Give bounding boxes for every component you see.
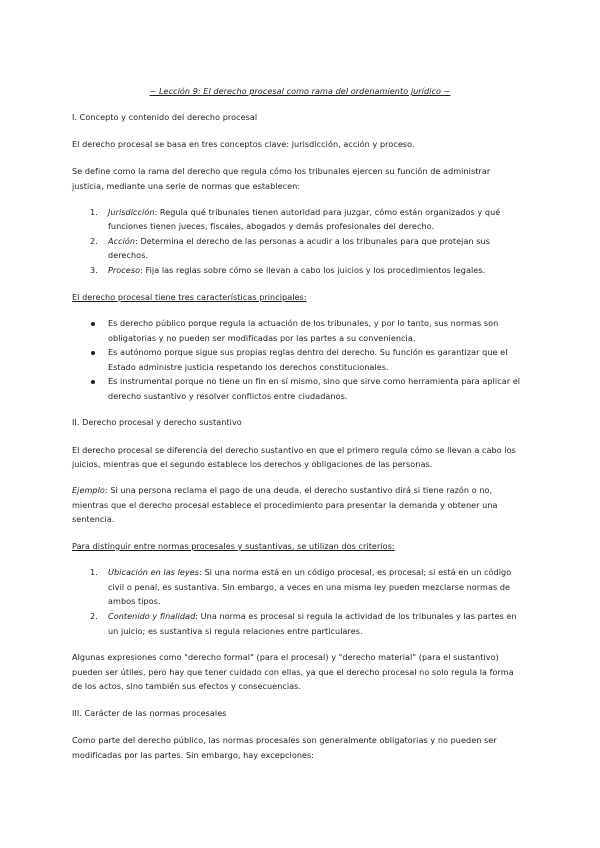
list-text: : Regula qué tribunales tienen autoridad para juzgar, cómo están organizados y qué: [154, 207, 501, 217]
page-title: ~ Lección 9: El derecho procesal como rama del ordenamiento jurídico ~: [149, 86, 451, 96]
list-term: Jurisdicción: [108, 207, 155, 217]
bullet-dot: [91, 322, 95, 326]
bullet-item-line: Es instrumental porque no tiene un fin en sí mismo, sino que sirve como herramienta para aplicar el: [108, 376, 521, 386]
example-term: Ejemplo: [72, 485, 105, 495]
paragraph-line: de los actos, sino también sus efectos y consecuencias.: [72, 681, 302, 691]
paragraph: El derecho procesal se basa en tres conceptos clave: jurisdicción, acción y proceso.: [72, 139, 415, 149]
list-text: : Una norma es procesal si regula la actividad de los tribunales y las partes en: [195, 611, 517, 621]
bullet-dot: [91, 380, 95, 384]
list-item: [108, 263, 485, 278]
section-1-heading: I. Concepto y contenido del derecho procesal: [72, 112, 258, 122]
list-item-line: funciones tienen jueces, fiscales, abogados y demás profesionales del derecho.: [108, 221, 435, 231]
bullet-item-line: Es autónomo porque sigue sus propias reglas dentro del derecho. Su función es garantizar que el: [108, 347, 508, 357]
list-item: [108, 234, 490, 249]
bullet-item-line: Es derecho público porque regula la actuación de los tribunales, y por lo tanto, sus normas son: [108, 318, 499, 328]
list-term: Contenido y finalidad: [108, 611, 196, 621]
list-term: Ubicación en las leyes: [108, 567, 200, 577]
paragraph-line: modificadas por las partes. Sin embargo, hay excepciones:: [72, 750, 315, 760]
bullet-item-line: obligatorias y no pueden ser modificadas por las partes a su conveniencia.: [108, 333, 416, 343]
bullet-dot: [91, 351, 95, 355]
paragraph-line: juicios, mientras que el segundo establece los derechos y obligaciones de las personas.: [72, 459, 433, 469]
list-number: 2.: [90, 236, 98, 246]
bullet-item-line: Estado administre justicia respetando los derechos constitucionales.: [108, 362, 389, 372]
list-text: : Fija las reglas sobre cómo se llevan a cabo los juicios y los procedimientos legales.: [140, 265, 486, 275]
list-number: 2.: [90, 611, 98, 621]
section-3-heading: III. Carácter de las normas procesales: [72, 708, 227, 718]
example-line: mientras que el derecho procesal establece el procedimiento para presentar la demanda y obtener una: [72, 500, 498, 510]
paragraph-line: El derecho procesal se diferencia del derecho sustantivo en que el primero regula cómo se llevan a cabo los: [72, 445, 516, 455]
subheading: Para distinguir entre normas procesales y sustantivas, se utilizan dos criterios:: [72, 541, 395, 551]
list-item-line: un juicio; es sustantiva si regula relaciones entre particulares.: [108, 626, 363, 636]
list-item-line: derechos.: [108, 250, 149, 260]
bullet-item-line: derecho sustantivo y resolver conflictos entre ciudadanos.: [108, 391, 348, 401]
list-number: 3.: [90, 265, 98, 275]
list-item: [108, 565, 511, 580]
list-item: [108, 205, 500, 220]
list-text: : Si una norma está en un código procesal, es procesal; si está en un código: [199, 567, 512, 577]
list-term: Acción: [108, 236, 136, 246]
paragraph-line: Algunas expresiones como "derecho formal" (para el procesal) y "derecho material" (para el sustantivo): [72, 652, 499, 662]
list-number: 1.: [90, 567, 98, 577]
example-line: sentencia.: [72, 514, 115, 524]
list-term: Proceso: [108, 265, 141, 275]
example-line: [72, 483, 492, 498]
subheading: El derecho procesal tiene tres características principales:: [72, 292, 307, 302]
list-text: : Determina el derecho de las personas a acudir a los tribunales para que protejan sus: [135, 236, 491, 246]
section-2-heading: II. Derecho procesal y derecho sustantivo: [72, 417, 242, 427]
list-item-line: civil o penal, es sustantiva. Sin embargo, a veces en una misma ley pueden mezclarse normas de: [108, 582, 511, 592]
paragraph-line: Se define como la rama del derecho que regula cómo los tribunales ejercen su función de administrar: [72, 166, 491, 176]
list-item-line: ambos tipos.: [108, 596, 161, 606]
example-text: : Si una persona reclama el pago de una deuda, el derecho sustantivo dirá si tiene razón o no,: [104, 485, 493, 495]
paragraph-line: pueden ser útiles, pero hay que tener cuidado con ellas, ya que el derecho procesal no solo regula la forma: [72, 667, 514, 677]
paragraph-line: Como parte del derecho público, las normas procesales son generalmente obligatorias y no pueden ser: [72, 735, 497, 745]
list-item: [108, 609, 517, 624]
list-number: 1.: [90, 207, 98, 217]
paragraph-line: justicia, mediante una serie de normas que establecen:: [72, 181, 301, 191]
